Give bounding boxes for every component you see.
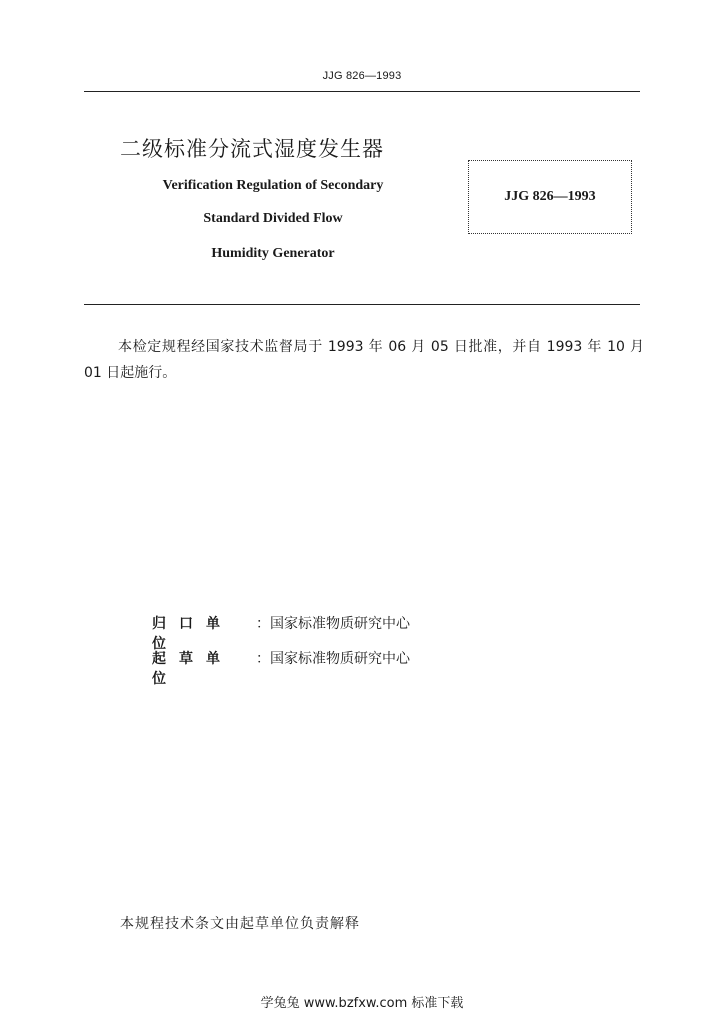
interpretation-note: 本规程技术条文由起草单位负责解释 [120, 916, 360, 932]
watermark-text: 学兔兔 www.bzfxw.com 标准下载 [260, 996, 464, 1011]
standard-code: JJG 826—1993 [504, 189, 596, 204]
middle-divider [84, 304, 640, 305]
top-divider [84, 91, 640, 92]
unit-label: 起草单位 [152, 651, 233, 687]
unit-colon: ： [256, 616, 270, 632]
header-code: JJG 826—1993 [322, 70, 402, 82]
unit-value: 国家标准物质研究中心 [270, 651, 410, 667]
document-title-chinese: 二级标准分流式湿度发生器 [120, 137, 384, 161]
unit-label: 归口单位 [152, 616, 233, 652]
standard-code-box [468, 160, 632, 234]
unit-colon: ： [256, 651, 270, 667]
document-title-english-line-2: Standard Divided Flow [203, 211, 343, 226]
document-title-english-line-3: Humidity Generator [211, 246, 335, 261]
approval-statement: 本检定规程经国家技术监督局于 1993 年 06 月 05 日批准，并自 1993 年 10 月 01 日起施行。 [84, 339, 644, 381]
document-title-english-line-1: Verification Regulation of Secondary [162, 178, 384, 193]
responsible-unit-row [152, 613, 410, 653]
unit-value: 国家标准物质研究中心 [270, 616, 410, 632]
drafting-unit-row [152, 648, 410, 688]
